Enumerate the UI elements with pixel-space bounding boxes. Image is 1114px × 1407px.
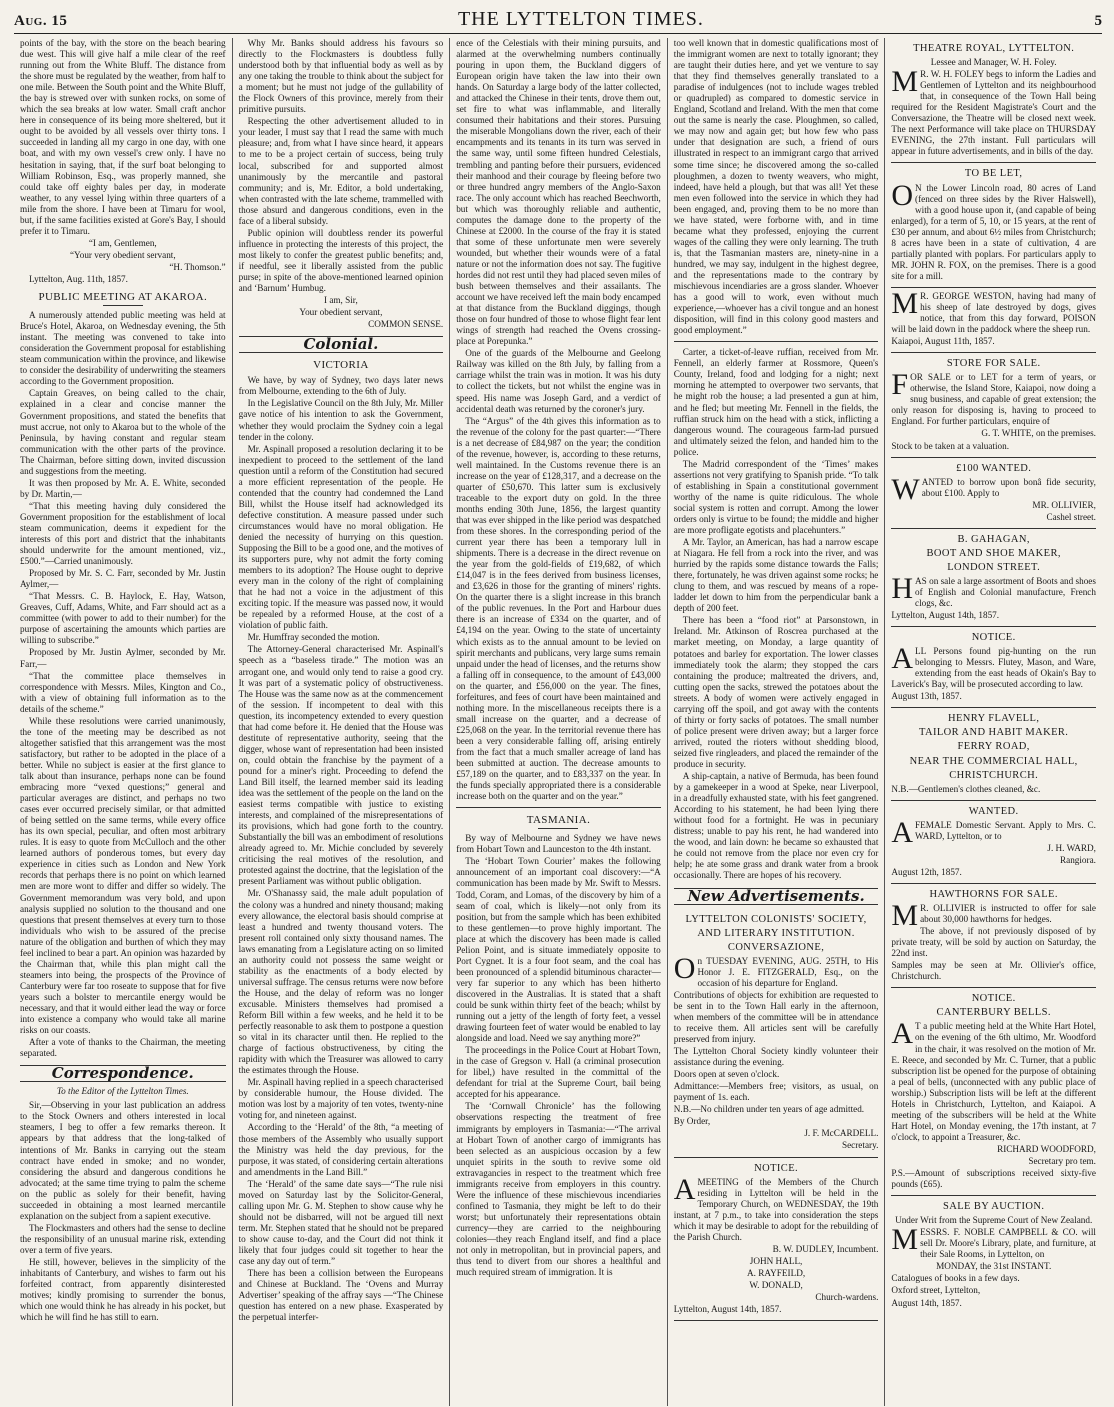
- advert-title: £100 WANTED.: [956, 462, 1032, 474]
- advert-title: CHRISTCHURCH.: [949, 769, 1039, 781]
- advert-body: MR. OLLIVIER is instructed to offer for sale about 30,000 hawthorns for hedges.: [891, 899, 1096, 932]
- signoff-line: I am, Sir,: [323, 295, 358, 306]
- advert-place: Cashel street.: [1046, 511, 1096, 522]
- advert-body: On TUESDAY EVENING, AUG. 25TH, to His Honor J. E. FITZGERALD, Esq., on the occasion of his departure for England.: [673, 951, 879, 988]
- article-paragraph: By way of Melbourne and Sydney we have news from Hobart Town and Launceston to the 4th instant.: [456, 833, 661, 855]
- dateline: Lyttelton, Aug. 11th, 1857.: [29, 273, 128, 284]
- article-paragraph: In the Legislative Council on the 8th July, Mr. Miller gave notice of his intention to ask the Government, whether they would proclaim the Sydney coin a legal tender in the colony.: [238, 398, 444, 442]
- advert-subtitle: Under Writ from the Supreme Court of New Zealand.: [895, 1215, 1093, 1226]
- advert-hawthorns: [891, 884, 1096, 988]
- advert-place: Rangiora.: [1059, 854, 1096, 865]
- advert-body: HAS on sale a large assortment of Boots and shoes of English and Colonial manufacture, French clogs, &c.: [891, 571, 1096, 609]
- advert-sign: A. RAYFEILD,: [747, 1267, 806, 1278]
- advert-to-let: [891, 163, 1096, 287]
- article-paragraph: The Flockmasters and others had the sense to decline the responsibility of an unusual marine risk, extending over a term of five years.: [20, 1222, 226, 1255]
- advert-title: HAWTHORNS FOR SALE.: [929, 888, 1058, 900]
- advert-title: SALE BY AUCTION.: [942, 1201, 1045, 1213]
- article-paragraph: “That this meeting having duly considered the Government proposition for the establishment of local steam communication, deems it expedient for the interests of this port and district that the inhabitants should underwrite for the amount mentioned, viz., £500.”—Carried unanimously.: [20, 500, 226, 567]
- advert-bells: [891, 988, 1096, 1196]
- article-paragraph: points of the bay, with the store on the beach bearing due west. This will give half a mile clear of the reef running out from the White Bluff. The distance from the shore must be regulated by the weather, from half to one mile. Between the South point and the White Bluff, the bay is strewed over with sunken rocks, on some of which the sea breaks at low water. Small craft anchor here in consequence of its being more sheltered, but it ought to be avoided by all vessels over thirty tons. I succeeded in landing all my cargo in one day, with one boat, and with my own vessel's crew only. I have no hesitation in saying, that, if the surf boat belonging to William Robinson, Esq., was properly manned, she could take off eighty bales per day, in moderate weather, to any vessel lying within three quarters of a mile from the shore. I have been at Timaru for wool, but, if the same facilities existed at Gore's Bay, I should prefer it to Timaru.: [20, 38, 226, 236]
- advert-text: The Lyttelton Choral Society kindly volunteer their assistance during the evening.: [673, 1046, 879, 1068]
- section-heading: PUBLIC MEETING AT AKAROA.: [20, 292, 226, 306]
- article-paragraph: Respecting the other advertisement alluded to in your leader, I must say that I read the same with much pleasure; and, from what I have since heard, it appears to me to be a project certain of success, being truly local, subscribed for and supported almost unanimously by the mercantile and pastoral community; and is, Mr. Editor, a bold undertaking, when contrasted with the late scheme, trammelled with those absurd and dangerous conditions, even in the face of a liberal subsidy.: [238, 116, 444, 226]
- advert-text: P.S.—Amount of subscriptions received sixty-five pounds (£65).: [891, 1168, 1096, 1190]
- section-heading: TASMANIA.: [456, 815, 661, 829]
- advert-subtitle: CANTERBURY BELLS.: [936, 1007, 1051, 1019]
- advert-sign: JOHN HALL,: [749, 1255, 803, 1266]
- advert-title: NOTICE.: [754, 1162, 799, 1174]
- advert-subtitle: Lessee and Manager, W. H. Foley.: [930, 57, 1057, 68]
- signoff-name: “H. Thomson.”: [169, 261, 226, 272]
- article-paragraph: Public opinion will doubtless render its powerful influence in protecting the interests of this project, the most likely to confer the greatest public benefits; and, if needful, see it liberally assisted from the public purse; in spite of the above-mentioned learned opinion and ‘Barnum’ Humbug.: [238, 227, 444, 294]
- section-heading: Correspondence.: [20, 1065, 226, 1082]
- article-paragraph: Proposed by Mr. S. C. Farr, seconded by Mr. Justin Aylmer,—: [20, 568, 226, 590]
- article-paragraph: “That the committee place themselves in correspondence with Messrs. Miles, Kington and Co., with a view of obtaining full information as to the details of the scheme.”: [20, 670, 226, 714]
- article-paragraph: The ‘Hobart Town Courier’ makes the following announcement of an important coal discovery:—“A communication has been made by Mr. Swift to Messrs. Todd, Coram, and Lomas, of the discovery by him of a seam of coal, which is likely—not only from its position, but from the sample which has been exhibited to these gentlemen—to prove highly important. The place at which the discovery has been made is called Pelion Point, and is situate immediately opposite to Port Cygnet. It is a four foot seam, and the coal has been pronounced of a splendid bituminous character—very far superior to any which has been hitherto discovered in the Australias. It is stated that a shaft could be sunk within thirty feet of the beach; whilst by running out a jetty of the length of forty feet, a vessel drawing fourteen feet of water would be enabled to lay alongside and load. Need we say anything more?”: [456, 856, 661, 1044]
- section-heading: VICTORIA: [313, 359, 369, 372]
- article-paragraph: The Attorney-General characterised Mr. Aspinall's speech as a “baseless tirade.” The motion was an arrogant one, and would only tend to raise a good cry. It was part of a systematic policy of obstructiveness. The House was the same now as at the commencement of the session. If incompetent to deal with this question, its incompetency extended to every question that had come before it. He denied that the House was destitute of representative authority, seeing that the digger, whose want of representation had been insisted on, could obtain the franchise by the payment of a pound for a miner's right. Proceeding to defend the Land Bill itself, the learned member said its leading idea was the settlement of the people on the land on the easiest terms compatible with justice to existing interests, and complained of the misrepresentations of its provisions, which had gone forth to the country. Substantially the bill was an embodiment of resolutions already agreed to. Mr. Michie concluded by severely criticising the real motives of the resolution, and protested against the doctrine, that the legislation of the present Parliament was without public obligation.: [238, 644, 444, 887]
- article-paragraph: The proceedings in the Police Court at Hobart Town, in the case of Gregson v. Hall (a criminal prosecution for libel,) have resulted in the committal of the defendant for trial at the Supreme Court, bail being accepted for his appearance.: [456, 1045, 661, 1100]
- article-paragraph: Why Mr. Banks should address his favours so directly to the Flockmasters is doubtless fully understood both by that influential body as well as by any one taking the trouble to think about the subject for a moment; but he must not judge of the gullability of the Flock Owners of this province, merely from their primitive pursuits.: [238, 38, 444, 115]
- advert-role: Secretary.: [841, 1140, 879, 1151]
- article-paragraph: “That Messrs. C. B. Haylock, E. Hay, Watson, Greaves, Cuff, Adams, White, and Farr should act as a committee (with power to add to their number) for the purpose of ascertaining the amounts which parties are willing to subscribe.”: [20, 591, 226, 646]
- advert-title: THEATRE ROYAL, LYTTELTON.: [913, 43, 1075, 54]
- article-paragraph: The Madrid correspondent of the ‘Times’ makes assertions not very gratifying to Spanish pride. “To talk of establishing in Spain a constitutional government worthy of the name is quite ridiculous. The whole social system is rotten and corrupt. Among the lower orders only is virtue to be found; the middle and higher are more profligate egotists and placehunters.”: [673, 458, 879, 536]
- advert-date: August 13th, 1857.: [891, 691, 962, 702]
- advert-sign: B. W. DUDLEY, Incumbent.: [772, 1243, 879, 1254]
- advert-body: MR. W. H. FOLEY begs to inform the Ladies and Gentlemen of Lyttelton and its neighbourhood that, in consequence of the Town Hall being required for the Resident Magistrate's Court and the Conversazione, the Theatre will be closed next week. The next Performance will take place on THURSDAY EVENING, the 27th instant. Full particulars will appear in future advertisements, and in bills of the day.: [891, 65, 1096, 157]
- article-paragraph: It was then proposed by Mr. A. E. White, seconded by Dr. Martin,—: [20, 477, 226, 499]
- advert-title: NEAR THE COMMERCIAL HALL,: [909, 755, 1078, 767]
- article-paragraph: According to the ‘Herald’ of the 8th, “a meeting of those members of the Assembly who usually support the Ministry was held the day previous, for the purpose, it was stated, of considering certain alterations and amendments in the Land Bill.”: [238, 1122, 444, 1177]
- advert-theatre: [891, 38, 1096, 163]
- advert-role: Church-wardens.: [815, 1292, 879, 1303]
- advert-role: Secretary pro tem.: [1028, 1155, 1096, 1166]
- advert-flavell: [891, 708, 1096, 800]
- advert-title: NOTICE.: [971, 993, 1016, 1005]
- advert-text: Contributions of objects for exhibition are requested to be sent in to the Town Hall early in the afternoon, when members of the committee will be in attendance to receive them. All articles sent will be carefully preserved from injury.: [673, 989, 879, 1045]
- advert-date: Lyttelton, August 14th, 1857.: [673, 1304, 782, 1315]
- article-paragraph: Mr. Humffray seconded the motion.: [247, 632, 380, 643]
- advert-text: N.B.—Gentlemen's clothes cleaned, &c.: [891, 783, 1041, 794]
- advert-date: Lyttelton, August 14th, 1857.: [891, 610, 1000, 621]
- advert-text: By Order,: [673, 1116, 711, 1127]
- article-paragraph: Mr. Aspinall proposed a resolution declaring it to be inexpedient to proceed to the settlement of the land question until a reform of the Constitution had secured a more efficient representation of the people. He contended that the country had condemned the Land Bill, whilst the House itself had acknowledged its defective constitution. A measure passed under such circumstances would have no moral obligation. He denied the necessity of hurrying on this question. Supposing the Bill to be a good one, and the motives of its supporters pure, why not admit the forty coming members to its adoption? The House ought to deprive every man in the colony of the right of complaining that he had not a voice in the adjustment of this exciting topic. If the measure was passed now, it would be repealed by a reformed House, at the cost of a violation of public faith.: [238, 443, 444, 631]
- article-paragraph: Captain Greaves, on being called to the chair, explained in a clear and concise manner the Government propositions, and stated the benefits that must accrue, not only to Akaroa but to the whole of the Peninsula, by having constant and regular steam communication with the other parts of the province. The Chairman, before sitting down, invited discussion and suggestions from the meeting.: [20, 388, 226, 476]
- column-3: [449, 38, 667, 1406]
- article-paragraph: ence of the Celestials with their mining pursuits, and alarmed at the overwhelming numbers continually pouring in upon them, the Buckland diggers of European origin have taken the law into their own hands. On Saturday a large body of the latter collected, and attacked the Chinese in their tents, drove them out, set fire to what was inflammable, and literally consumed their habitations and their stores. Pursuing the miserable Mongolians down the river, each of their encampments and its tenants in its turn was served in the same way, until some fifteen hundred Celestials, trembling and panting before their pursuers, evidenced their manhood and their courage by fleeing before two or three hundred angry members of the Anglo-Saxon race. The only account which has reached Beechworth, but which was thoroughly reliable and authentic, computes the damage done to the property of the Chinese at £2000. In the course of the fray it is stated that some of these unfortunate men were severely wounded, but whether their wounds were of a fatal nature or not the information does not say. The fugitive hordes did not rest until they had placed seven miles of bush between themselves and their assailants. The account we have received left the main body encamped at that distance from the Buckland diggings, though those on four hundred of those to whose flight fear lent wings of strength had reached the Ovens crossing-place at Porepunka.”: [456, 38, 661, 347]
- advert-body: FOR SALE or to LET for a term of years, or otherwise, the Island Store, Kaiapoi, now doing a snug business, and capable of great extension; the only reason for disposing is, having to proceed to England. For further particulars, enquire of: [891, 368, 1096, 427]
- article-paragraph: too well known that in domestic qualifications most of the immigrant women are next to totally ignorant; they are taught their duties here, and yet we venture to say that they find themselves generally translated to a paradise of indulgences (not to include wages trebled or quadrupled) as compared to domestic service in England, Scotland and Ireland. With the men that come out the same is nearly the case. Ploughmen, so called, we may now and again get; but how few who pass under that designation are such, a friend of ours illustrated in respect to an immigrant cargo that arrived some time since; he discovered among the so-called ploughmen, a dozen to twenty weavers, who might, indeed, have held a plough, but that was all! Yet these men even followed into the service in which they had been engaged, and, proving them to be no more than we have stated, were forborne with, and in time became what they professed, enjoying the current wages of the calling they were only learning. The truth is, that the Tasmanian masters are, ninety-nine in a hundred, we may say, indulgent in the highest degree, and the representations made to the contrary by mischievous incendiaries are a gross slander. Whoever has a good will to work, even without much experience,—whoever has a civil tongue and an honest disposition, will find in this colony good masters and good employment.”: [673, 38, 879, 336]
- page-number: 5: [1094, 13, 1102, 29]
- article-paragraph: Mr. Aspinall having replied in a speech characterised by considerable humour, the House divided. The motion was lost by a majority of ten votes, twenty-nine voting for, and nineteen against.: [238, 1077, 444, 1121]
- issue-date: Aug. 15: [14, 13, 68, 29]
- signoff-line: “Your very obedient servant,: [69, 249, 176, 260]
- advert-title: BOOT AND SHOE MAKER,: [926, 547, 1061, 559]
- advert-body: AT a public meeting held at the White Hart Hotel, on the evening of the 6th ultimo, Mr. Woodford in the chair, it was resolved on the motion of Mr. E. Reece, and seconded by Mr. C. Turner, that a public subscription list be opened for the purpose of obtaining a peal of bells, (unconnected with any public place of worship.) Subscription lists will be left at the different Hotels in Christchurch, Lyttelton, and Kaiapoi. A meeting of the subscribers will be held at the White Hart Hotel, on Monday evening, the 17th instant, at 7 o'clock, to appoint a Treasurer, &c.: [891, 1017, 1096, 1142]
- article-paragraph: The ‘Cornwall Chronicle’ has the following observations respecting the treatment of free immigrants by employers in Tasmania:—“The arrival at Hobart Town of another cargo of immigrants has been selected as an auspicious occasion by a few unquiet spirits in the south to revive some old extravagancies in respect to the treatment which free immigrants receive from employers in this country. Were the influence of these mischievous incendiaries confined to Tasmania, they might be left to do their worst; but unfortunately their representations obtain currency—they are carried to the neighbouring colonies—they reach England itself, and find a place not only in metropolitan, but in provincial papers, and thus tend to divert from our shores a healthful and much required stream of immigration. It is: [456, 1101, 661, 1278]
- divider: [674, 341, 879, 342]
- article-paragraph: The “Argus” of the 4th gives this information as to the revenue of the colony for the past quarter:—“There is a net decrease of £84,987 on the year; the condition of the revenue, however, is, according to these returns, well maintained. In the Customs revenue there is an increase on the year of £128,317, and a decrease on the quarter of £50,670. This latter sum is exclusively traceable to the export duty on gold. In the three months ending 30th June, 1856, the largest quantity that was ever shipped in the like period was despatched from these shores. In the corresponding period of the current year there has been a temporary lull in shipments. There is a decrease in the direct revenue on the year from the gold-fields of £19,682, of which £14,047 is in the fees derived from business licenses, and £3,626 in those for the granting of miners' rights. On the quarter there is a slight increase in this branch of the public revenues. In the Port and Harbour dues there is an increase of £334 on the quarter, and of £4,194 on the year. Owing to the state of uncertainty which exists as to the annual amount to be levied on spirit merchants and publicans, very large sums remain unpaid under the head of licenses, and the returns show a falling off in consequence, to the amount of £43,000 on the quarter, and £56,000 on the year. The fines, forfeitures, and fees of court have been maintained and nothing more. In the miscellaneous receipts there is a small increase on the quarter, and a decrease of £25,068 on the year. In the territorial revenue there has been a very considerable falling off, arising entirely from the fact that a much smaller acreage of land has been submitted at auction. The decrease amounts to £57,189 on the quarter, and to £83,337 on the year. In the funds specially appropriated there is a considerable increase both on the quarter and on the year.”: [456, 415, 661, 802]
- advert-loan: [891, 458, 1096, 529]
- advert-subtitle: CONVERSAZIONE,: [727, 941, 825, 953]
- advert-sign: J. F. McCARDELL.: [804, 1128, 879, 1139]
- advert-auction: [891, 1196, 1096, 1313]
- column-4: [667, 38, 885, 1406]
- article-paragraph: While these resolutions were carried unanimously, the tone of the meeting may be described as not altogether satisfied that this arrangement was the most satisfactory, but rather to be adopted in the place of a better. While no subject is easier at the first glance to talk about than insurance, perhaps none can be found embracing more “vexed questions;” general and particular averages are distinct, and perhaps no two cases ever occurred precisely similar, or that admitted of being settled on the same terms, while every office has its own special, peculiar, and often most arbitrary rules. It is easy to quote from McCulloch and the other learned authors of ponderous tomes, but every day experience in cities such as London and New York records that perhaps there is no point on which learned men are more wont to differ and differ so widely. The Government memorandum was very bold, and upon analysis supplied no solution to the thousand and one questions that present themselves at every turn to those individuals who wish to be assured of the precise nature of the obligation and burthen of which they may feel inclined to bear a part. An opinion was hazarded by the Chairman that, while this plan might call the steamers into being, the prospects of the Province of Canterbury were far too roseate to suppose that for five years such a bolster to mercantile energy would be necessary, and that it would either lead the way or force into existence a company who would take all marine risks on our coasts.: [20, 715, 226, 1036]
- advert-text: Doors open at seven o'clock.: [673, 1069, 780, 1080]
- advert-date: Kaiapoi, August 11th, 1857.: [891, 336, 995, 347]
- article-paragraph: Sir,—Observing in your last publication an address to the Stock Owners and others interested in local steamers, I beg to offer a few remarks thereon. It appears by that address that the long-talked of intentions of Mr. Banks in carrying out the steam contract have ended in smoke; and no wonder, considering the absurd and dangerous conditions he advocated; at the same time trying to palm the scheme on the public as solely for their benefit, having succeeded in obtaining a most learned mercantile explanation on the subject from a sapient executive.: [20, 1100, 226, 1221]
- signoff-name: COMMON SENSE.: [368, 319, 444, 330]
- advert-title: WANTED.: [968, 805, 1019, 817]
- advert-title: LYTTELTON COLONISTS' SOCIETY,: [685, 913, 867, 925]
- advert-title: B. GAHAGAN,: [957, 533, 1030, 545]
- advert-text: Catalogues of books in a few days.: [891, 1273, 1020, 1284]
- advert-body: ON the Lower Lincoln road, 80 acres of Land (fenced on three sides by the River Halswell), with a good house upon it, (and capable of being enlarged), for a term of 5, 10, or 15 years, at the rent of £30 per annum, and about 6½ miles from Christchurch; 8 acres have been in a state of cultivation, 4 are partially planted with poplars. For particulars apply to MR. JOHN R. FOX, on the premises. There is a good site for a mill.: [891, 178, 1096, 281]
- advert-body: WANTED to borrow upon bonâ fide security, about £100. Apply to: [891, 472, 1096, 506]
- advert-sign: J. H. WARD,: [1047, 842, 1096, 853]
- article-paragraph: Proposed by Mr. Justin Aylmer, seconded by Mr. Farr,—: [20, 647, 226, 669]
- article-paragraph: A numerously attended public meeting was held at Bruce's Hotel, Akaroa, on Wednesday evening, the 5th instant. The meeting was convened to take into consideration the Government proposal for establishing steam communication within the province, and likewise to consider the desirability of underwriting the steamers according to the Government proposition.: [20, 310, 226, 387]
- advert-body: ALL Persons found pig-hunting on the run belonging to Messrs. Flutey, Mason, and Ware, extending from the east heads of Okain's Bay to Laverick's Bay, will be prosecuted according to law.: [891, 642, 1096, 690]
- advert-title: LONDON STREET.: [947, 561, 1041, 573]
- article-paragraph: There has been a “food riot” at Parsonstown, in Ireland. Mr. Atkinson of Roscrea purchased at the market meeting, on Monday, a large quantity of potatoes and barley for exportation. The lower classes immediately took the alarm; they stopped the cars containing the produce; maltreated the drivers, and, cutting open the sacks, strewed the potatoes about the streets. A body of women were actively engaged in carrying off the spoil, and got away with the contents of thirty or forty sacks of potatoes. The small number of police present were driven away; but a larger force arrived, routed the rioters without shedding blood, seized five ringleaders, and placed the remainder of the produce in security.: [673, 615, 879, 769]
- column-5: [884, 38, 1102, 1406]
- article-paragraph: After a vote of thanks to the Chairman, the meeting separated.: [20, 1037, 226, 1059]
- advert-conversazione: [674, 909, 879, 1158]
- article-paragraph: A ship-captain, a native of Bermuda, has been found by a gamekeeper in a wood at Speke, near Liverpool, in a dreadfully exhausted state, with his feet gangrened. According to his statement, he had been lying there without food for a fortnight. He was in pecuniary distress; unable to pay his rent, he had wandered into the wood, and lain down: he became so exhausted that he could not remove from the place nor even cry for help; he ate some grass and drank water from a brook occasionally. There are hopes of his recovery.: [673, 771, 879, 881]
- column-1: [14, 38, 232, 1406]
- section-heading: New Advertisements.: [674, 888, 879, 905]
- article-paragraph: Mr. O'Shanassy said, the male adult population of the colony was a hundred and ninety thousand; making every allowance, the electoral basis should comprise at least a hundred and twenty thousand voters. The present roll contained only sixty thousand names. The laws emanating from a Legislature acting on so limited an authority could not possess the same weight or stability as the enactments of a body elected by universal suffrage. The census returns were now before the House, and the delay of reform was no longer excusable. Ministers themselves had promised a Reform Bill within a few weeks, and he held it to be perfectly reasonable to ask them to postpone a question so vital in its character until then. He replied to the charge of factious obstructiveness, by citing the rapidity with which the Treasurer was allowed to carry the estimates through the House.: [238, 888, 444, 1076]
- advert-title: NOTICE.: [971, 632, 1016, 644]
- advert-text: N.B.—No children under ten years of age admitted.: [673, 1104, 865, 1115]
- article-paragraph: The ‘Herald’ of the same date says—“The rule nisi moved on Saturday last by the Solicitor-General, calling upon Mr. G. M. Stephen to show cause why he should not be disbarred, will not be argued till next term. Mr. Stephen stated that he should not be prepared to show cause to-day, and the Court did not think it likely that four judges could sit together to hear the case any day out of term.”: [238, 1178, 444, 1267]
- article-paragraph: Carter, a ticket-of-leave ruffian, received from Mr. Fennell, an elderly farmer at Rossmore, Queen's County, Ireland, food and lodging for a night; next morning he attempted to overpower two servants, that he might rob the house; a lad presented a gun at him, and he fled; but meeting Mr. Fennell in the fields, the ruffian struck him on the head with a stick, inflicting a dangerous wound. The courageous farm-lad pursued and ultimately seized the felon, and handed him to the police.: [673, 347, 879, 457]
- advert-church-notice: [674, 1158, 879, 1322]
- article-paragraph: We have, by way of Sydney, two days later news from Melbourne, extending to the 6th of July.: [238, 375, 444, 397]
- article-paragraph: A Mr. Taylor, an American, has had a narrow escape at Niagara. He fell from a rock into the river, and was hurried by the rapids some distance towards the Falls; there, fortunately, he was driven against some rocks; he clung to them, and was rescued by means of a rope-ladder let down to him from the perpendicular bank a depth of 200 feet.: [673, 537, 879, 614]
- advert-text: The above, if not previously disposed of by private treaty, will be sold by auction on Saturday, the 22nd inst.: [891, 926, 1096, 959]
- advert-title: STORE FOR SALE.: [946, 358, 1041, 370]
- advert-body: AMEETING of the Members of the Church residing in Lyttelton will be held in the Temporary Church, on WEDNESDAY, the 19th instant, at 7 p.m., to take into consideration the steps which it may be desirable to adopt for the rebuilding of the Parish Church.: [673, 1172, 879, 1242]
- divider: [456, 807, 661, 808]
- advert-text: MONDAY, the 31st INSTANT.: [936, 1261, 1052, 1272]
- advert-sign: RICHARD WOODFORD,: [997, 1143, 1096, 1154]
- article-paragraph: One of the guards of the Melbourne and Geelong Railway was killed on the 8th July, by falling from a carriage whilst the train was in motion. It was his duty to collect the tickets, but not whilst the engine was in speed. His name was Joseph Gard, and a verdict of accidental death was returned by the coroner's jury.: [456, 348, 661, 414]
- column-2: [232, 38, 450, 1406]
- advert-title: TAILOR AND HABIT MAKER.: [919, 727, 1069, 739]
- advert-pig-hunting: [891, 627, 1096, 708]
- advert-gahagan: [891, 529, 1096, 627]
- advert-text: Oxford street, Lyttelton,: [891, 1285, 981, 1296]
- article-paragraph: There has been a collision between the Europeans and Chinese at Buckland. The ‘Ovens and Murray Advertiser’ speaking of the affray says —“The Chinese question has entered on a new phase. Exasperated by the perpetual interfer-: [238, 1268, 444, 1323]
- advert-title: HENRY FLAVELL,: [947, 713, 1040, 725]
- advert-servant: [891, 801, 1096, 884]
- advert-date: August 12th, 1857.: [891, 866, 962, 877]
- advert-sign: MR. OLLIVIER,: [1032, 499, 1096, 510]
- newspaper-title: THE LYTTELTON TIMES.: [457, 8, 704, 30]
- advert-body: MESSRS. F. NOBLE CAMPBELL & CO. will sell Dr. Moore's Library, plate, and furniture, at their Sale Rooms, in Lyttelton, on: [891, 1223, 1096, 1260]
- columns: [14, 38, 1102, 1406]
- advert-body: MR. GEORGE WESTON, having had many of his sheep of late destroyed by dogs, gives notice, that from this day forward, POISON will be laid down in the paddock where the sheep run.: [891, 286, 1096, 335]
- advert-store: [891, 353, 1096, 457]
- advert-weston: [891, 288, 1096, 353]
- masthead: [14, 8, 1102, 34]
- article-paragraph: He still, however, believes in the simplicity of the inhabitants of Canterbury, and wishes to farm out his forfeited contract, from apparently disinterested motives; kindly promising to surrender the bonus, which one would think he has already in his pocket, but which he will find he has still to earn.: [20, 1256, 226, 1323]
- advert-text: Stock to be taken at a valuation.: [891, 440, 1009, 451]
- advert-body: AFEMALE Domestic Servant. Apply to Mrs. C. WARD, Lyttelton, or to: [891, 815, 1096, 849]
- advert-text: Samples may be seen at Mr. Ollivier's office, Christchurch.: [891, 960, 1096, 982]
- signoff-line: Your obedient servant,: [299, 307, 383, 318]
- advert-date: August 14th, 1857.: [891, 1297, 962, 1308]
- advert-sign: G. T. WHITE, on the premises.: [981, 428, 1096, 439]
- advert-text: Admittance:—Members free; visitors, as usual, on payment of 1s. each.: [673, 1081, 879, 1103]
- advert-title: AND LITERARY INSTITUTION.: [697, 927, 855, 939]
- section-heading: Colonial.: [239, 336, 444, 353]
- advert-title: TO BE LET,: [964, 168, 1023, 180]
- advert-title: FERRY ROAD,: [957, 741, 1030, 753]
- advert-sign: W. DONALD,: [749, 1279, 803, 1290]
- letter-heading: To the Editor of the Lyttelton Times.: [56, 1086, 189, 1097]
- signoff-line: “I am, Gentlemen,: [88, 237, 157, 248]
